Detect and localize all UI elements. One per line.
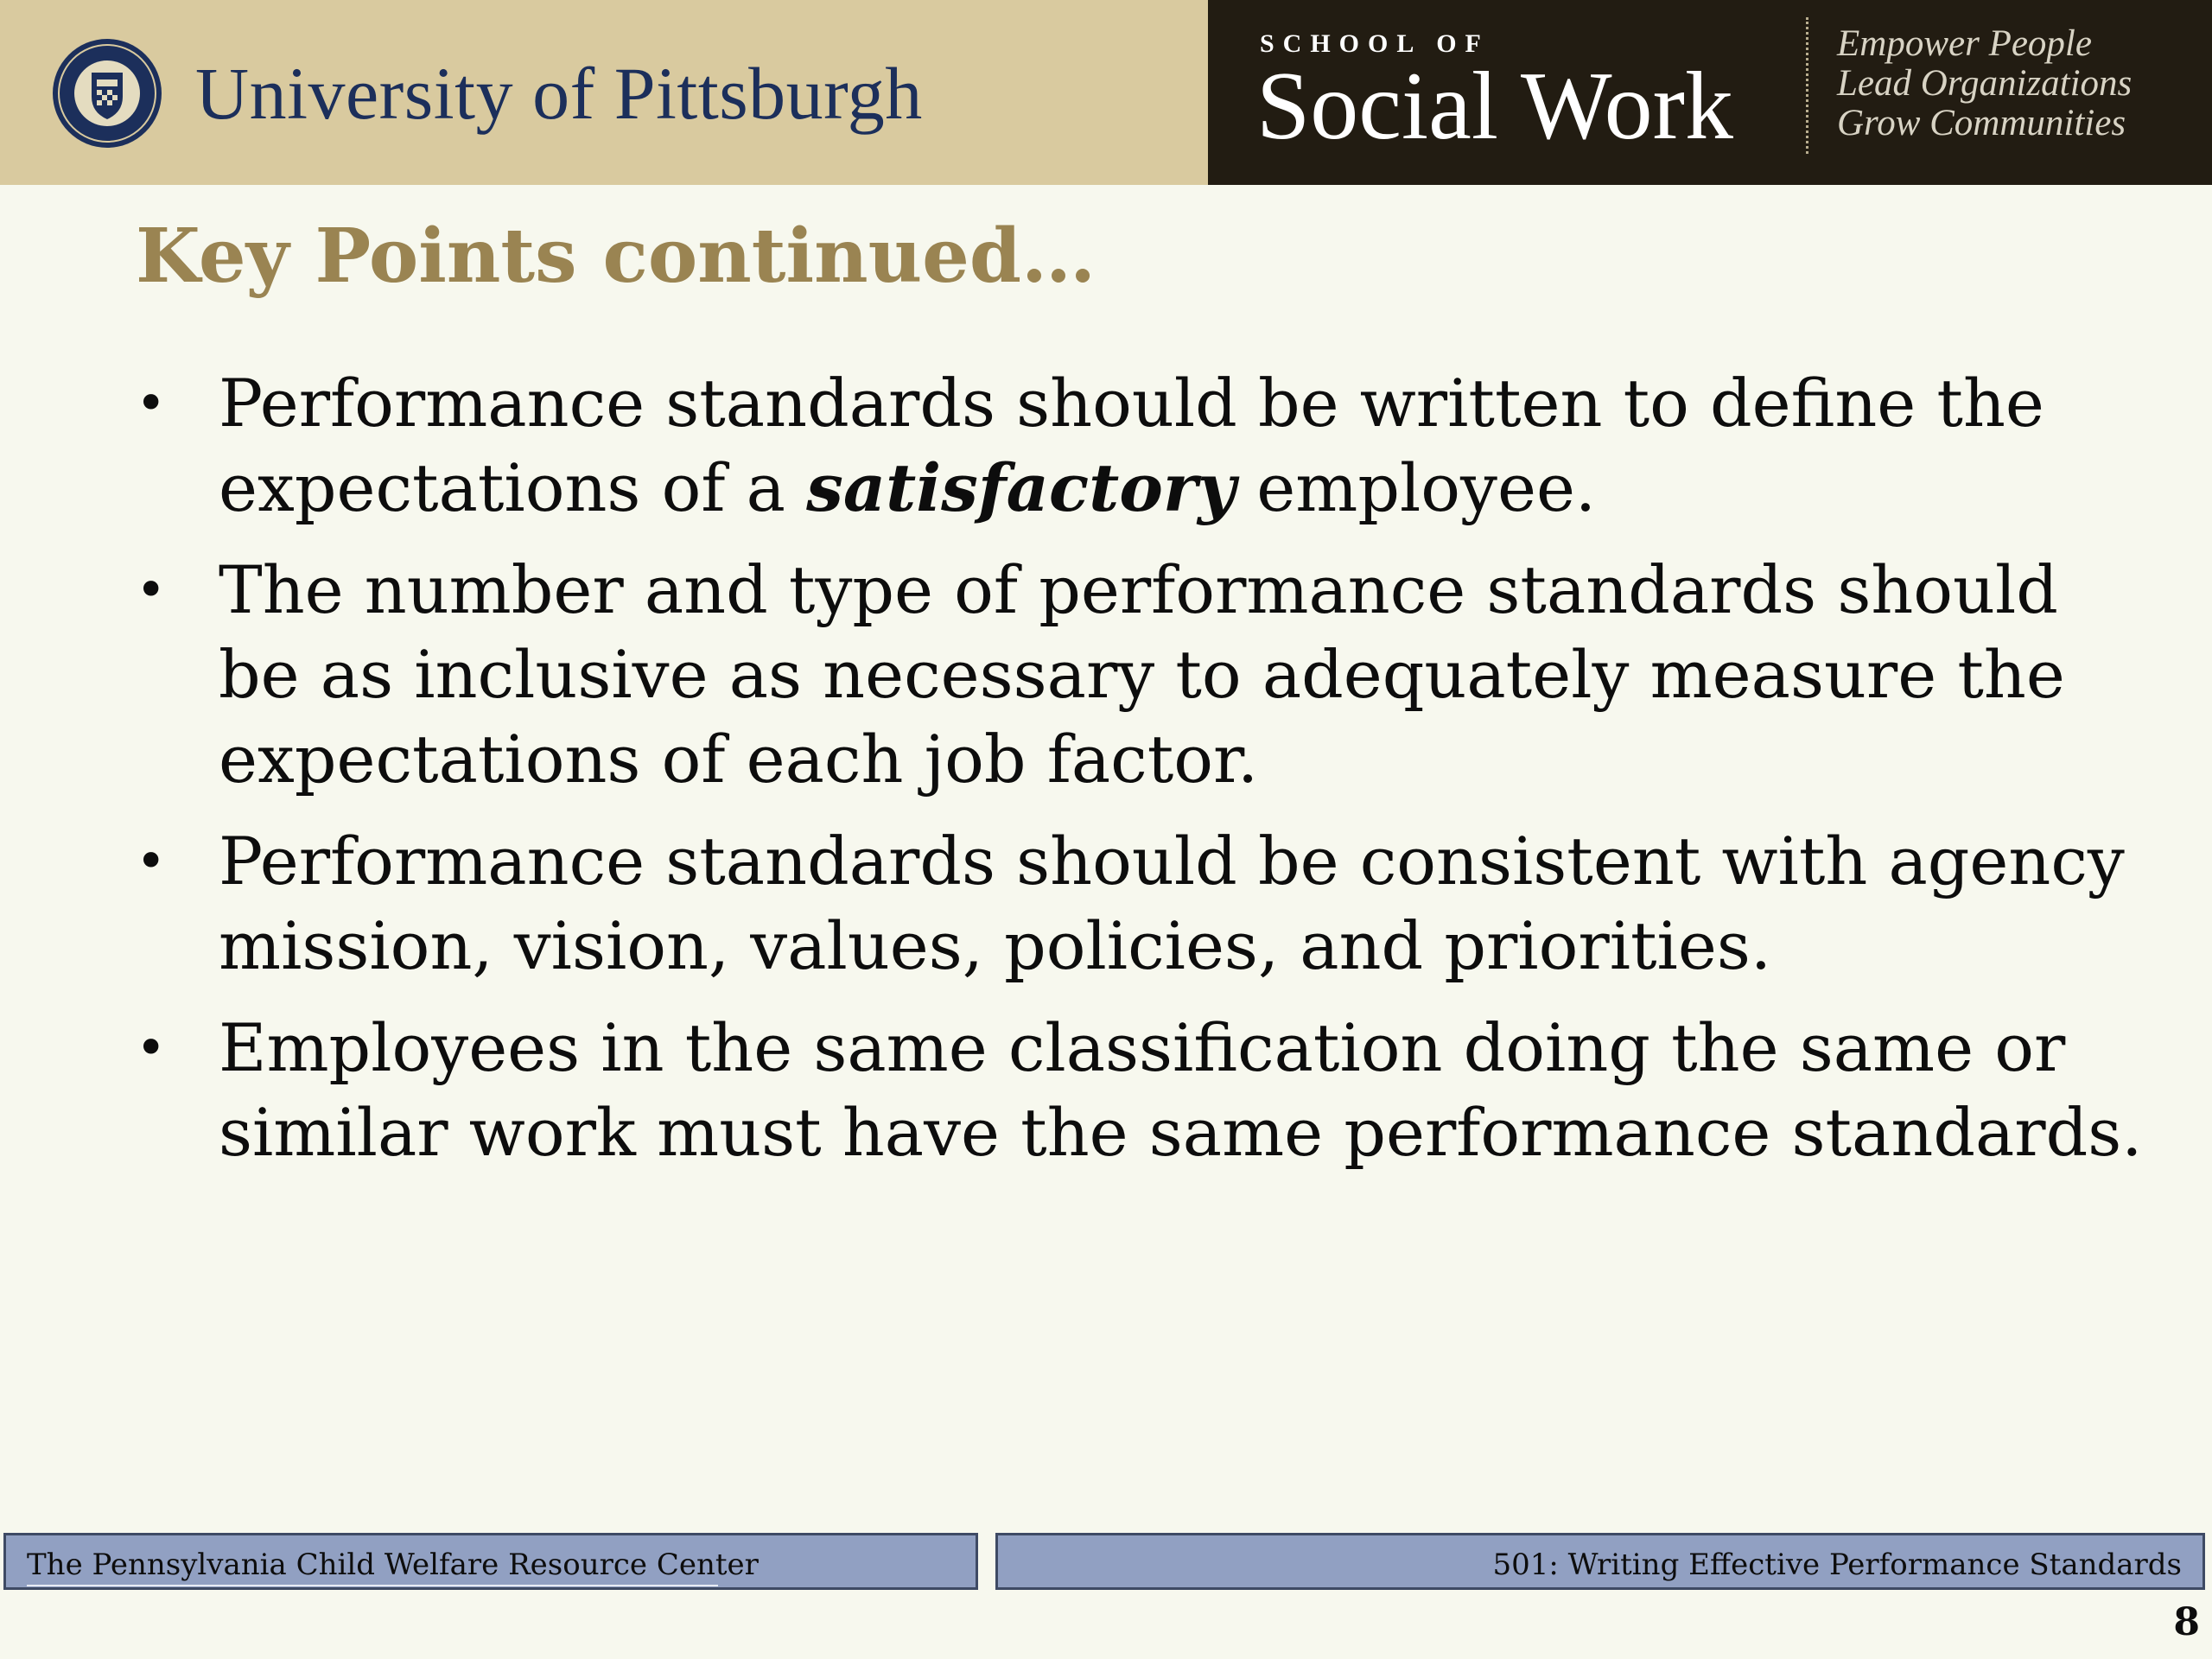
bullet-icon: • xyxy=(136,560,167,620)
footer-left-box xyxy=(3,1533,978,1590)
tagline-line: Empower People xyxy=(1837,23,2092,64)
bullet-text: employee. xyxy=(1236,449,1597,526)
slide-title: Key Points continued… xyxy=(136,213,1096,300)
tagline-line: Lead Organizations xyxy=(1837,63,2133,104)
bullet-emphasis: satisfactory xyxy=(806,449,1236,526)
header-university-band xyxy=(0,0,1208,185)
bullet-text: Performance standards should be written to define the expectations of a xyxy=(219,365,2044,526)
page-number: 8 xyxy=(2173,1600,2200,1644)
university-name: University of Pittsburgh xyxy=(195,52,923,135)
bullet-item xyxy=(136,1006,2149,1175)
school-of-label: SCHOOL OF xyxy=(1260,29,1490,58)
university-seal-icon xyxy=(50,36,164,150)
bullet-item xyxy=(136,819,2149,988)
bullet-item xyxy=(136,361,2149,531)
bullet-icon: • xyxy=(136,373,167,434)
bullet-text: The number and type of performance standards should be as inclusive as necessary to adequately measure the expectations of each job factor. xyxy=(219,551,2065,798)
footer-organization: The Pennsylvania Child Welfare Resource Center xyxy=(27,1548,759,1582)
school-name: Social Work xyxy=(1256,53,1733,160)
bullet-list xyxy=(136,361,2149,1192)
bullet-text: Performance standards should be consistent with agency mission, vision, values, policies, and priorities. xyxy=(219,823,2125,984)
bullet-icon: • xyxy=(136,831,167,892)
bullet-icon: • xyxy=(136,1018,167,1078)
footer-course-title: 501: Writing Effective Performance Standards xyxy=(1492,1548,2182,1582)
footer-right-box xyxy=(995,1533,2205,1590)
header-school-band xyxy=(1208,0,2212,185)
footer-underline xyxy=(27,1585,718,1586)
bullet-item xyxy=(136,548,2149,802)
header-divider xyxy=(1806,17,1808,154)
bullet-text: Employees in the same classification doing the same or similar work must have the same performance standards. xyxy=(219,1009,2143,1171)
school-tagline xyxy=(1837,24,2132,143)
tagline-line: Grow Communities xyxy=(1837,103,2126,143)
